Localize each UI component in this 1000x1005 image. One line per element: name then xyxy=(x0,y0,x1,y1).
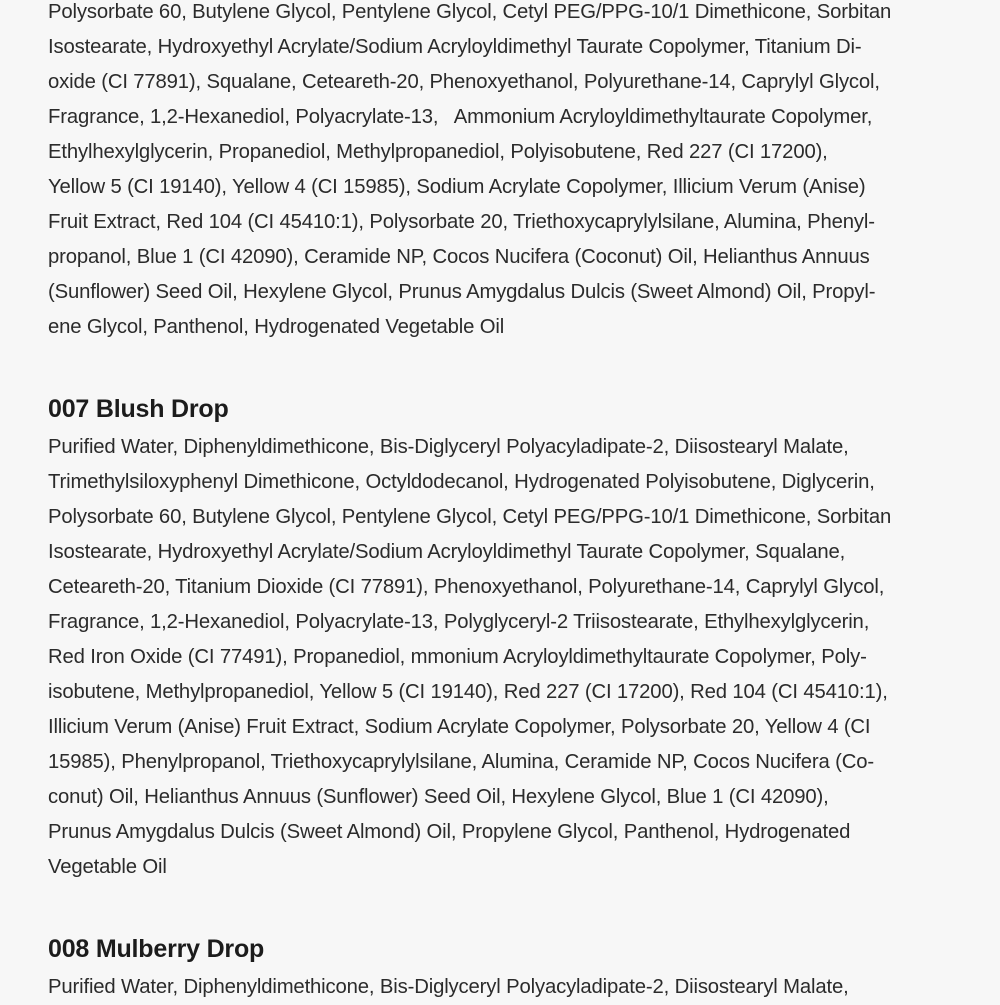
ingredient-line: Polysorbate 60, Butylene Glycol, Pentylene Glycol, Cetyl PEG/PPG-10/1 Dimethicone, Sorbitan xyxy=(48,506,892,528)
ingredient-line: Vegetable Oil xyxy=(48,856,167,878)
ingredient-line: isobutene, Methylpropanediol, Yellow 5 (CI 19140), Red 227 (CI 17200), Red 104 (CI 45410:1), xyxy=(48,681,888,703)
ingredient-line: Purified Water, Diphenyldimethicone, Bis-Diglyceryl Polyacyladipate-2, Diisostearyl Malate, xyxy=(48,976,849,998)
shade-title: 008 Mulberry Drop xyxy=(48,935,265,963)
ingredient-line: Polysorbate 60, Butylene Glycol, Pentylene Glycol, Cetyl PEG/PPG-10/1 Dimethicone, Sorbitan xyxy=(48,1,892,23)
ingredient-line: Prunus Amygdalus Dulcis (Sweet Almond) Oil, Propylene Glycol, Panthenol, Hydrogenated xyxy=(48,821,851,843)
ingredient-line: Fragrance, 1,2-Hexanediol, Polyacrylate-13, Polyglyceryl-2 Triisostearate, Ethylhexylglycerin, xyxy=(48,611,870,633)
ingredient-line: (Sunflower) Seed Oil, Hexylene Glycol, Prunus Amygdalus Dulcis (Sweet Almond) Oil, Propyl- xyxy=(48,281,876,303)
section-008-mulberry-drop xyxy=(48,929,968,1005)
ingredients-document xyxy=(48,0,968,1005)
ingredient-line: Yellow 5 (CI 19140), Yellow 4 (CI 15985), Sodium Acrylate Copolymer, Illicium Verum (Anise) xyxy=(48,176,866,198)
ingredient-line: Isostearate, Hydroxyethyl Acrylate/Sodium Acryloyldimethyl Taurate Copolymer, Titanium Di- xyxy=(48,36,862,58)
ingredient-line: Isostearate, Hydroxyethyl Acrylate/Sodium Acryloyldimethyl Taurate Copolymer, Squalane, xyxy=(48,541,846,563)
ingredient-line: Ceteareth-20, Titanium Dioxide (CI 77891), Phenoxyethanol, Polyurethane-14, Caprylyl Glycol, xyxy=(48,576,885,598)
ingredient-line: Fruit Extract, Red 104 (CI 45410:1), Polysorbate 20, Triethoxycaprylylsilane, Alumina, Phenyl- xyxy=(48,211,875,233)
ingredient-line: Trimethylsiloxyphenyl Dimethicone, Octyldodecanol, Hydrogenated Polyisobutene, Diglycerin, xyxy=(48,471,875,493)
ingredient-line: conut) Oil, Helianthus Annuus (Sunflower) Seed Oil, Hexylene Glycol, Blue 1 (CI 42090), xyxy=(48,786,829,808)
ingredient-list xyxy=(48,430,968,885)
ingredient-line: Red Iron Oxide (CI 77491), Propanediol, mmonium Acryloyldimethyltaurate Copolymer, Poly- xyxy=(48,646,867,668)
ingredient-line: Ethylhexylglycerin, Propanediol, Methylpropanediol, Polyisobutene, Red 227 (CI 17200), xyxy=(48,141,828,163)
ingredient-line: Fragrance, 1,2-Hexanediol, Polyacrylate-13, Ammonium Acryloyldimethyltaurate Copolymer, xyxy=(48,106,873,128)
section-007-blush-drop xyxy=(48,389,968,885)
ingredient-line: Purified Water, Diphenyldimethicone, Bis-Diglyceryl Polyacyladipate-2, Diisostearyl Malate, xyxy=(48,436,849,458)
shade-title: 007 Blush Drop xyxy=(48,395,229,423)
ingredient-line: 15985), Phenylpropanol, Triethoxycaprylylsilane, Alumina, Ceramide NP, Cocos Nucifera (Co- xyxy=(48,751,874,773)
ingredient-line: Illicium Verum (Anise) Fruit Extract, Sodium Acrylate Copolymer, Polysorbate 20, Yellow 4 (CI xyxy=(48,716,871,738)
ingredient-line: oxide (CI 77891), Squalane, Ceteareth-20, Phenoxyethanol, Polyurethane-14, Caprylyl Glycol, xyxy=(48,71,880,93)
ingredient-list xyxy=(48,0,968,345)
section-previous-shade-ingredients xyxy=(48,0,968,345)
ingredient-line: ene Glycol, Panthenol, Hydrogenated Vegetable Oil xyxy=(48,316,505,338)
ingredient-line: propanol, Blue 1 (CI 42090), Ceramide NP, Cocos Nucifera (Coconut) Oil, Helianthus Annuus xyxy=(48,246,870,268)
